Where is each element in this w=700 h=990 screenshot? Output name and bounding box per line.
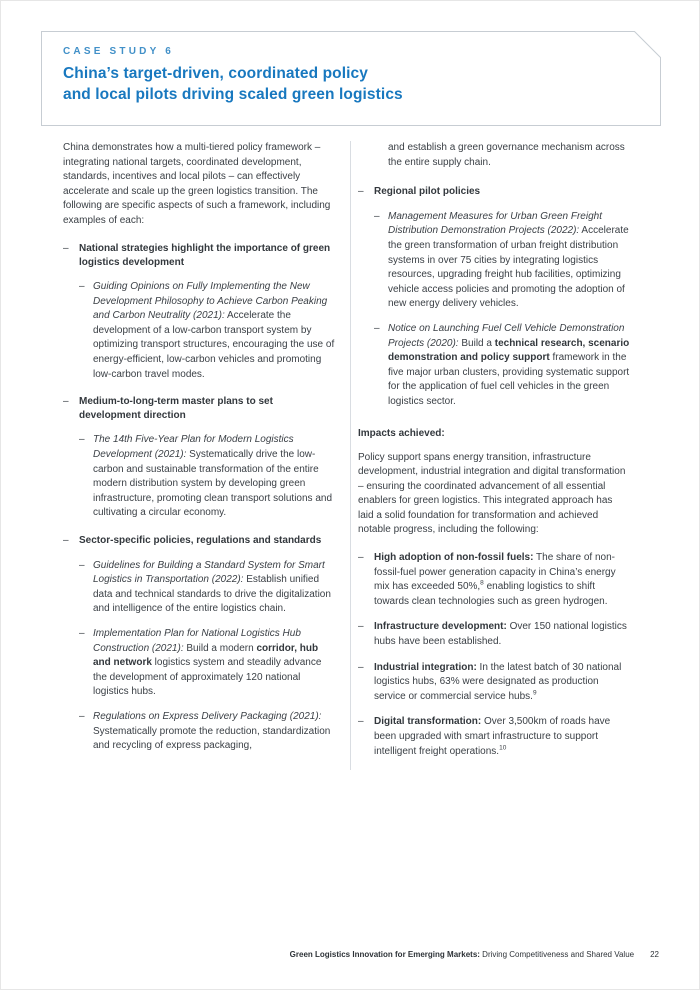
section-master-plans: [63, 395, 335, 423]
intro-paragraph: China demonstrates how a multi-tiered policy framework – integrating national targets, coordinated development, standards, incentives and local pilots – can effectively accelerate and scale up the green logistics transition. The following are specific aspects of such a framework, including examples of each:: [63, 142, 331, 226]
page-title-line2: and local pilots driving scaled green logistics: [63, 85, 403, 103]
dash-bullet: –: [79, 280, 85, 292]
impact-text: [374, 661, 630, 705]
dash-bullet: –: [358, 661, 364, 673]
policy-item: [79, 280, 335, 382]
impact-text: [374, 551, 630, 609]
footnote-marker: 9: [532, 689, 537, 697]
header-content: [41, 31, 661, 105]
page-number: 22: [650, 950, 659, 959]
page-title-line1: China’s target-driven, coordinated policy: [63, 65, 368, 82]
policy-text: [388, 322, 630, 410]
policy-item: [79, 433, 335, 521]
policy-description: logistics system and steadily advance the development of approximately 120 national logistics hubs.: [93, 657, 322, 698]
impact-lead: Digital transformation:: [374, 716, 482, 728]
impact-item-industrial: [358, 661, 630, 705]
right-column: [358, 141, 630, 770]
impact-description: Over 3,500km of roads have been upgraded with smart infrastructure to support intelligent freight operations.: [374, 716, 611, 757]
footer-report-subtitle: Driving Competitiveness and Shared Value: [479, 950, 635, 959]
footer-report-title: Green Logistics Innovation for Emerging Markets:: [289, 950, 480, 959]
policy-description: Systematically drive the low-carbon and sustainable transformation of the entire modern distribution system by developing green infrastructure, promoting clean transport solutions and cultivating a circular economy.: [93, 449, 333, 519]
impact-item-digital: [358, 715, 630, 759]
case-study-header: [41, 31, 661, 126]
column-divider: [350, 141, 351, 770]
dash-bullet: –: [358, 621, 364, 633]
section-regional-pilots: [358, 185, 630, 200]
impacts-heading: Impacts achieved:: [358, 427, 445, 439]
policy-item: [374, 322, 630, 410]
footnote-marker: 8: [480, 579, 484, 587]
dash-bullet: –: [374, 210, 380, 222]
page-title: [63, 64, 661, 105]
dash-bullet: –: [79, 434, 85, 446]
impact-item-fuels: [358, 551, 630, 609]
impact-lead: Infrastructure development:: [374, 621, 507, 633]
policy-description: framework in the five major urban clusters, providing systematic support for the application of fuel cell vehicles in the green logistics sector.: [388, 352, 630, 407]
dash-bullet: –: [63, 242, 69, 254]
policy-description: Accelerate the development of a low-carbon transport system by optimizing transport structures, encouraging the use of energy-efficient, low-carbon vehicles and promoting low-carbon travel modes.: [93, 310, 335, 380]
section-national-strategies: [63, 242, 335, 270]
policy-emphasis: technical research, scenario demonstration and policy support: [388, 337, 630, 364]
footnote-marker: 10: [499, 744, 507, 752]
policy-reference: The 14th Five-Year Plan for Modern Logistics Development (2021):: [93, 434, 294, 461]
policy-text: [93, 280, 335, 382]
policy-description: Build a modern: [183, 642, 257, 654]
policy-item: [79, 627, 335, 700]
page-footer: [290, 950, 659, 959]
section-title: Sector-specific policies, regulations and standards: [79, 535, 322, 547]
policy-item: [374, 210, 630, 312]
policy-text: [93, 710, 335, 754]
impact-text: [374, 620, 630, 649]
policy-description: Build a: [458, 337, 495, 349]
impact-description: enabling logistics to shift towards clean technologies such as green hydrogen.: [374, 581, 608, 607]
impact-item-infrastructure: [358, 620, 630, 649]
impact-description: In the latest batch of 30 national logistics hubs, 63% were designated as production service or commercial service hubs.: [374, 661, 622, 702]
policy-description: Establish unified data and technical standards to drive the digitalization and intelligence of the entire logistics chain.: [93, 574, 331, 615]
policy-text: [93, 559, 335, 617]
policy-text: [93, 627, 335, 700]
policy-emphasis: corridor, hub and network: [93, 642, 319, 669]
left-column: [63, 141, 335, 770]
policy-reference: Guiding Opinions on Fully Implementing the New Development Philosophy to Achieve Carbon Peaking and Carbon Neutrality (2021):: [93, 280, 328, 322]
policy-reference: Regulations on Express Delivery Packaging (2021):: [93, 710, 322, 722]
impact-text: [374, 715, 630, 759]
dash-bullet: –: [79, 559, 85, 571]
dash-bullet: –: [358, 552, 364, 564]
dash-bullet: –: [374, 322, 380, 334]
case-study-kicker: CASE STUDY 6: [63, 46, 175, 57]
impact-lead: High adoption of non-fossil fuels:: [374, 552, 534, 564]
dash-bullet: –: [358, 716, 364, 728]
dash-bullet: –: [63, 396, 69, 408]
impact-lead: Industrial integration:: [374, 661, 477, 673]
impact-description: Over 150 national logistics hubs have been established.: [374, 621, 627, 648]
section-title: National strategies highlight the importance of green logistics development: [79, 242, 331, 268]
impacts-intro-paragraph: Policy support spans energy transition, infrastructure development, industrial integration and digital transformation – ensuring the coordinated advancement of all essential enablers for green logistics. This integrated approach has laid a solid foundation for transformation and achieved notable progress, including the following:: [358, 451, 626, 536]
policy-text: [93, 433, 335, 521]
policy-item: [79, 710, 335, 754]
policy-description: Systematically promote the reduction, standardization and recycling of express packaging,: [93, 725, 331, 752]
dash-bullet: –: [79, 710, 85, 722]
impact-description: The share of non-fossil-fuel power generation capacity in China’s energy mix has exceeded 50%,: [374, 552, 616, 593]
section-title: Regional pilot policies: [374, 186, 481, 198]
section-title: Medium-to-long-term master plans to set development direction: [79, 396, 273, 422]
dash-bullet: –: [358, 186, 364, 198]
policy-text: [388, 210, 630, 312]
policy-reference: Guidelines for Building a Standard System for Smart Logistics in Transportation (2022):: [93, 559, 325, 586]
section-sector-policies: [63, 534, 335, 549]
policy-reference: Notice on Launching Fuel Cell Vehicle Demonstration Projects (2020):: [388, 322, 625, 349]
two-column-body: [63, 141, 661, 770]
continuation-paragraph: and establish a green governance mechanism across the entire supply chain.: [388, 142, 625, 168]
dash-bullet: –: [63, 535, 69, 547]
dash-bullet: –: [79, 628, 85, 639]
policy-reference: Implementation Plan for National Logistics Hub Construction (2021):: [93, 628, 301, 654]
policy-description: Accelerate the green transformation of urban freight distribution systems in over 75 cities by integrating logistics resources, upgrading freight hub facilities, optimizing vehicle access policies and promoting the adoption of new energy delivery vehicles.: [388, 225, 629, 310]
policy-item: [79, 559, 335, 617]
policy-reference: Management Measures for Urban Green Freight Distribution Demonstration Projects (2022):: [388, 210, 602, 237]
